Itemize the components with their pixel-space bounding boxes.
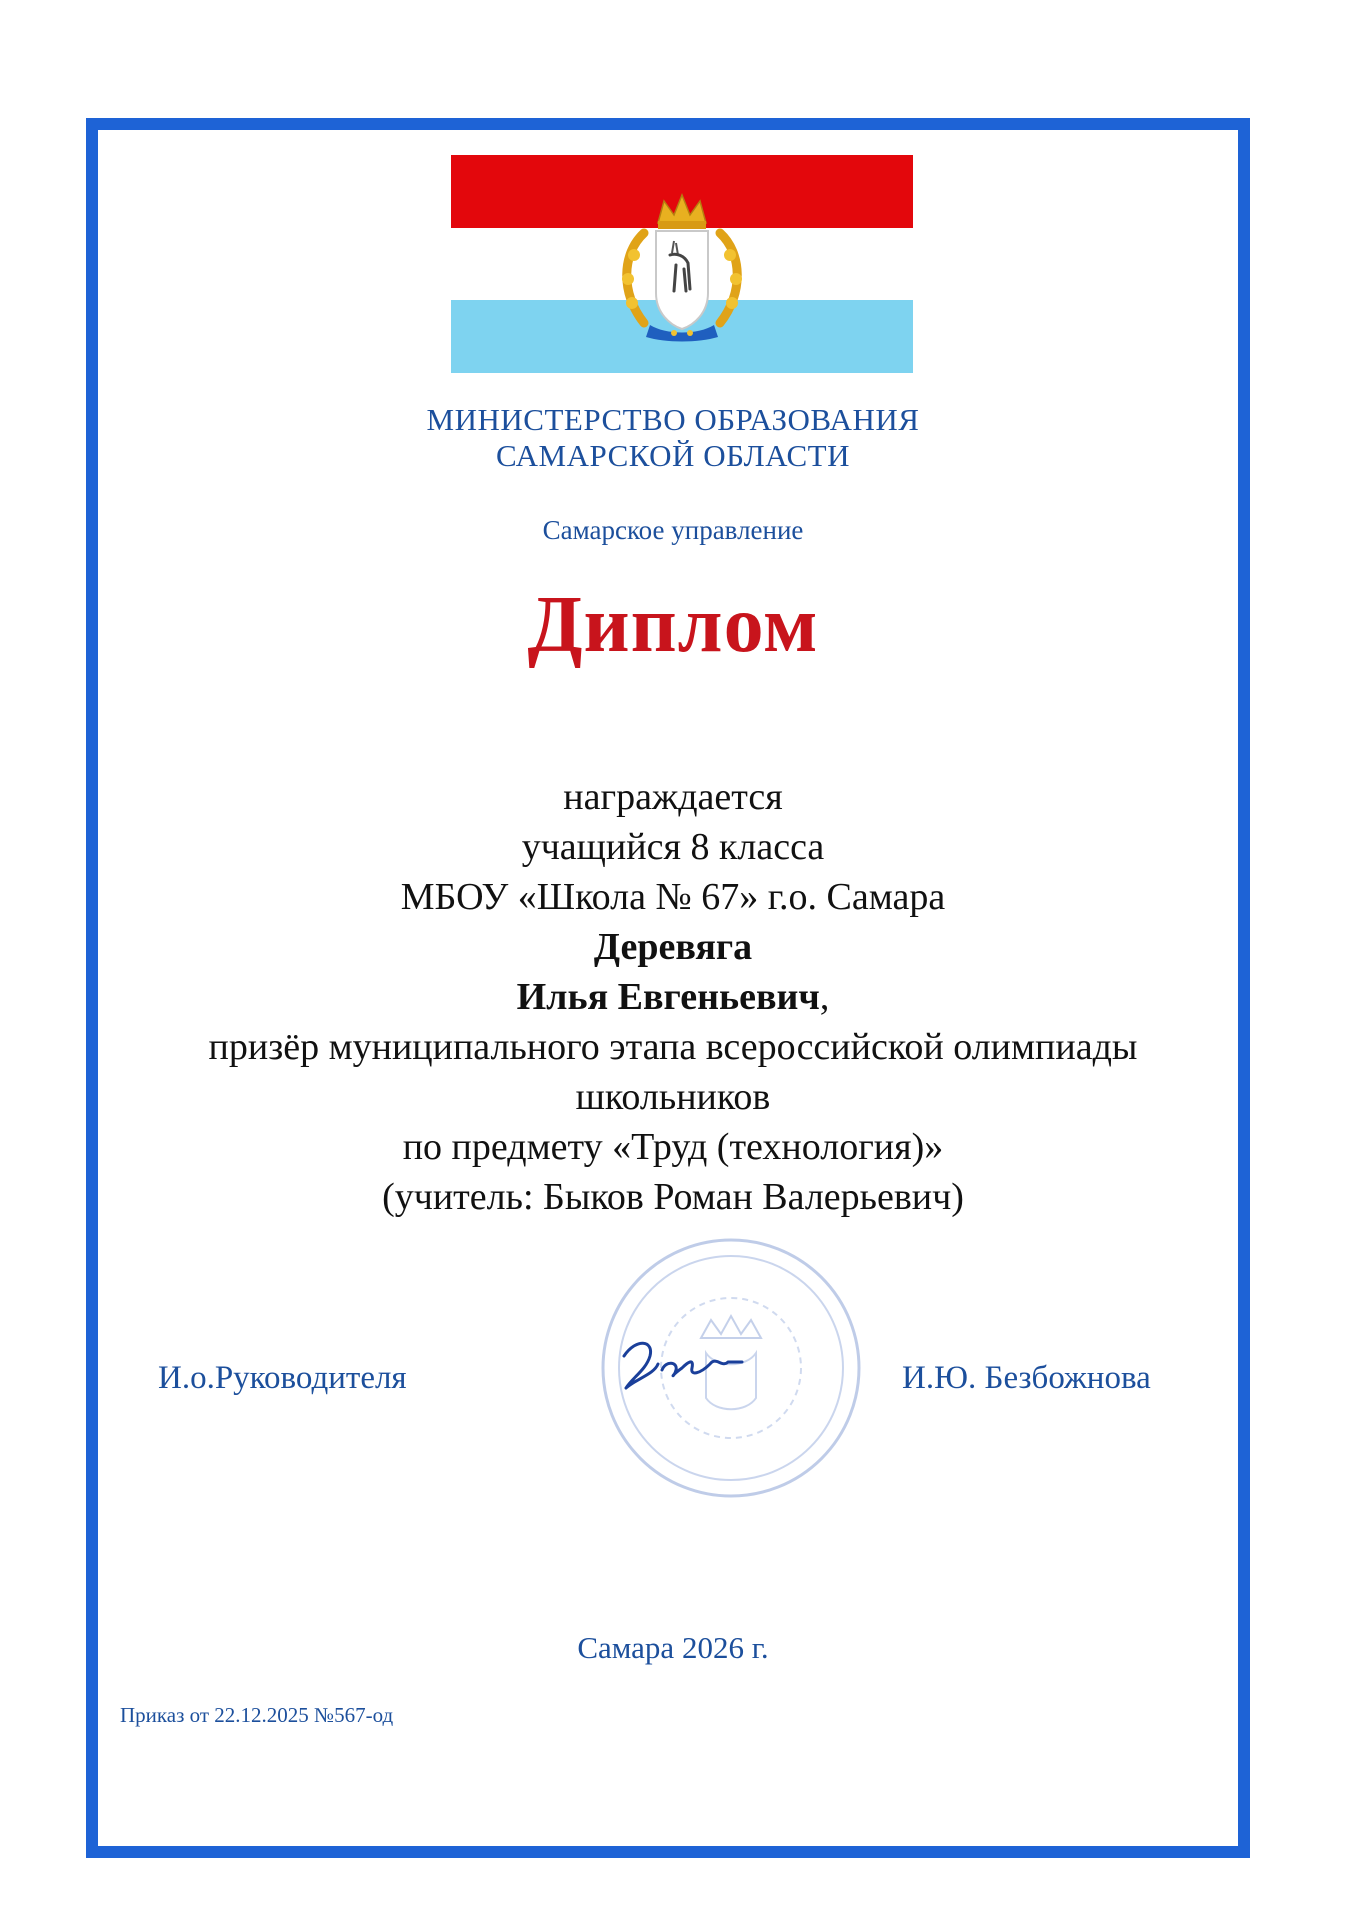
- student-given-names-line: [0, 972, 1346, 1022]
- achievement-line-2: школьников: [575, 1076, 771, 1118]
- official-seal-icon: [596, 1228, 866, 1508]
- order-reference: Приказ от 22.12.2025 №567-од: [120, 1703, 394, 1727]
- city-year: Самара 2026 г.: [577, 1630, 769, 1665]
- student-class-line: учащийся 8 класса: [521, 826, 825, 868]
- student-surname: Деревяга: [593, 926, 753, 968]
- document-title: Диплом: [527, 581, 819, 669]
- awarded-line: награждается: [563, 776, 783, 818]
- ministry-line-2: САМАРСКОЙ ОБЛАСТИ: [496, 438, 850, 473]
- samara-region-flag-icon: [451, 155, 913, 373]
- award-text: [0, 772, 1346, 1222]
- coat-of-arms-icon: [614, 193, 750, 343]
- subject-line: по предмету «Труд (технология)»: [402, 1126, 944, 1168]
- student-given-names: Илья Евгеньевич: [516, 976, 820, 1018]
- office-name: Самарское управление: [542, 515, 804, 545]
- signer-role: И.о.Руководителя: [158, 1360, 407, 1396]
- school-line: МБОУ «Школа № 67» г.о. Самара: [400, 876, 946, 918]
- name-comma: ,: [819, 976, 830, 1018]
- achievement-line-1: призёр муниципального этапа всероссийской олимпиады: [208, 1026, 1138, 1068]
- ministry-heading: [0, 402, 1346, 474]
- teacher-line: (учитель: Быков Роман Валерьевич): [382, 1176, 964, 1218]
- signer-name: И.Ю. Безбожнова: [902, 1360, 1151, 1396]
- ministry-line-1: МИНИСТЕРСТВО ОБРАЗОВАНИЯ: [426, 402, 920, 437]
